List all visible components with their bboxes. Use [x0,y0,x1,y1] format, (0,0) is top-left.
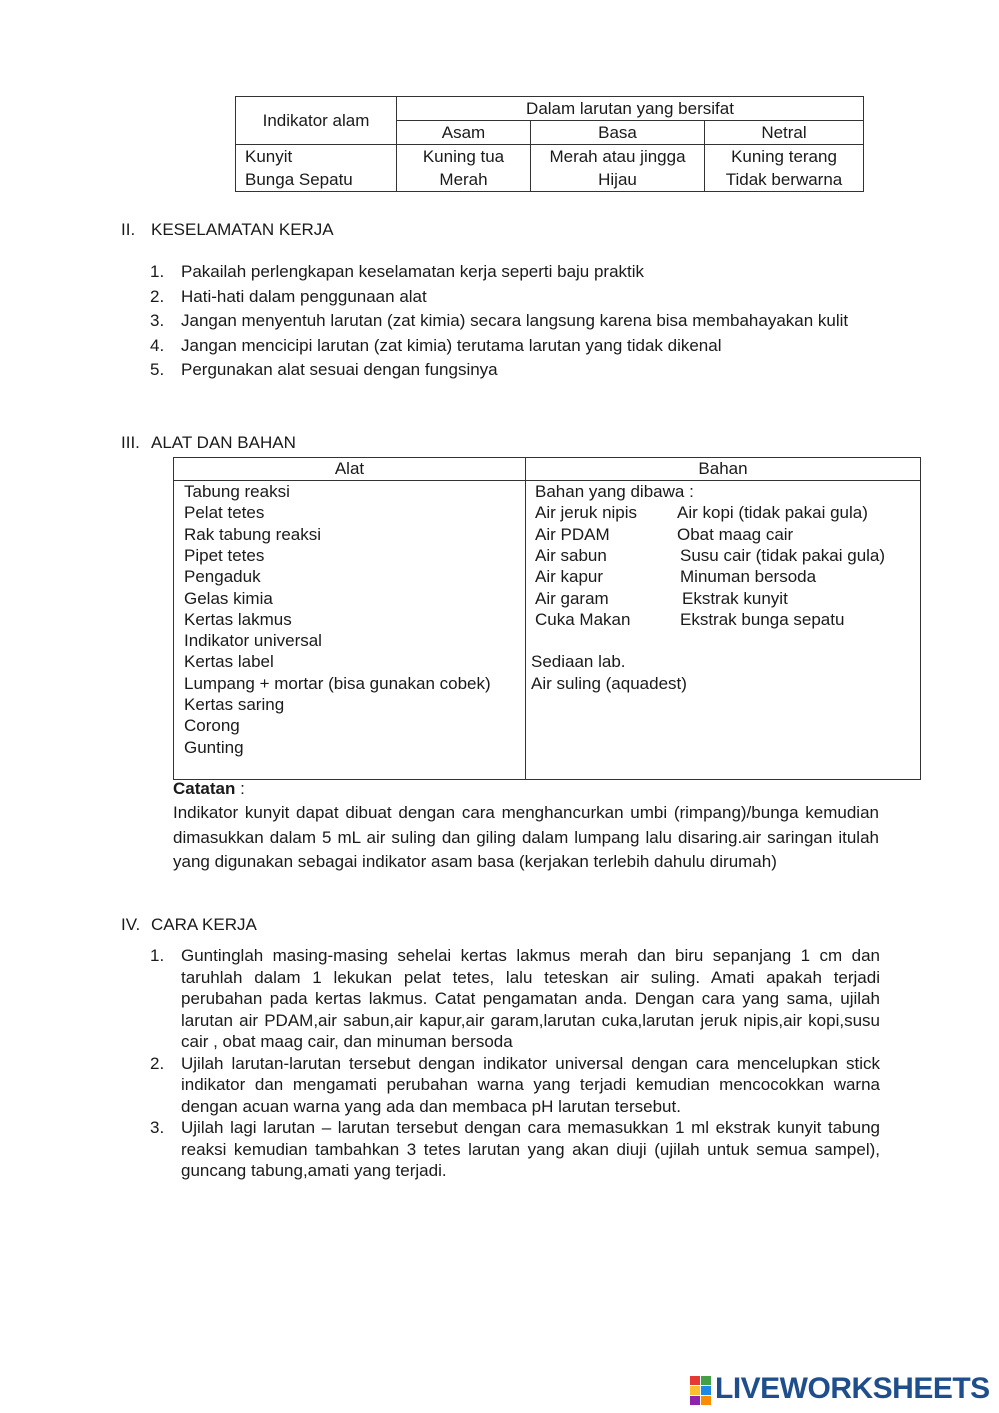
item-text: Pergunakan alat sesuai dengan fungsinya [181,360,498,379]
bahan-item: Air PDAM [535,524,610,544]
header-group: Dalam larutan yang bersifat [397,97,864,121]
list-item [150,358,880,383]
item-number: 3. [150,1118,165,1137]
item-text: Ujilah larutan-larutan tersebut dengan indikator universal dengan cara mencelupkan stick indikator dan mengamati perubahan warna yang terjadi kemudian mencocokkan warna dengan acuan warna yang ada dan membaca pH larutan tersebut. [181,1053,880,1116]
section-title: ALAT DAN BAHAN [151,433,296,452]
bahan-item: Ekstrak kunyit [682,588,788,608]
alat-item: Indikator universal [184,631,322,651]
section-number: III. [121,433,140,452]
logo-text: LIVEWORKSHEETS [715,1372,990,1405]
item-number: 2. [150,286,165,306]
header-netral: Netral [705,121,864,145]
procedure-list [150,945,880,1182]
row-netral: Kuning terang [705,145,864,169]
table-header [174,458,920,481]
section-heading-cara-kerja [121,915,257,935]
bahan-column [526,481,920,779]
list-item [150,260,880,285]
bahan-item: Minuman bersoda [680,567,817,587]
bahan-item: Air kopi (tidak pakai gula) [677,503,868,523]
row-netral: Tidak berwarna [705,168,864,192]
bahan-item: Air sabun [535,545,607,565]
alat-item: Rak tabung reaksi [184,524,322,544]
alat-item: Gelas kimia [184,588,273,608]
row-asam: Kuning tua [397,145,531,169]
bahan-item: Susu cair (tidak pakai gula) [680,545,886,565]
logo-mark-icon [690,1374,712,1404]
note-colon: : [235,779,245,798]
list-item [150,285,880,310]
list-item [150,1053,880,1118]
row-name: Bunga Sepatu [236,168,397,192]
bahan-item: Obat maag cair [677,524,794,544]
alat-bahan-table [173,457,921,780]
lab-heading: Sediaan lab. [531,652,626,672]
item-number: 4. [150,335,165,355]
item-number: 5. [150,360,165,379]
item-text: Guntinglah masing-masing sehelai kertas lakmus merah dan biru sepanjang 1 cm dan taruhlah dalam 1 lekukan pelat tetes, lalu teteskan air suling. Amati apakah terjadi perubahan pada kertas lakmus. Catat pengamatan anda. Dengan cara yang sama, ujilah larutan air PDAM,air sabun,air kapur,air garam,larutan cuka,larutan jeruk nipis,air kopi,susu cair , obat maag cair, dan minuman bersoda [181,946,880,1051]
section-title: CARA KERJA [151,915,257,934]
alat-item: Pelat tetes [184,503,265,523]
list-item [150,945,880,1053]
bahan-item: Air garam [535,588,609,608]
header-asam: Asam [397,121,531,145]
header-alat: Alat [174,458,526,480]
lab-item: Air suling (aquadest) [531,673,687,693]
bahan-item: Cuka Makan [535,609,631,629]
liveworksheets-logo[interactable] [690,1372,990,1406]
bahan-item: Air kapur [535,567,604,587]
alat-column [174,481,526,779]
alat-item: Pengaduk [184,567,261,587]
alat-item: Kertas lakmus [184,609,292,629]
bahan-heading: Bahan yang dibawa : [535,482,694,501]
list-item [150,334,880,359]
item-text: Jangan menyentuh larutan (zat kimia) secara langsung karena bisa membahayakan kulit [181,311,849,330]
section-heading-alat-bahan [121,433,296,453]
item-number: 3. [150,311,165,330]
list-item [150,309,880,334]
row-basa: Merah atau jingga [531,145,705,169]
section-number: IV. [121,915,141,934]
item-text: Pakailah perlengkapan keselamatan kerja seperti baju praktik [181,262,645,281]
alat-item: Kertas label [184,652,274,672]
header-basa: Basa [531,121,705,145]
note-label [173,779,245,799]
note-text: Indikator kunyit dapat dibuat dengan cara menghancurkan umbi (rimpang)/bunga kemudian dimasukkan dalam 5 mL air suling dan giling dalam lumpang lalu disaring.air saringan itulah yang digunakan sebagai indikator asam basa (kerjakan terlebih dahulu dirumah) [173,803,879,871]
row-name: Kunyit [236,145,397,169]
indicator-table [235,96,864,192]
bahan-item: Air jeruk nipis [535,503,638,523]
item-number: 1. [150,262,165,281]
item-number: 1. [150,946,165,965]
item-text: Hati-hati dalam penggunaan alat [181,286,427,306]
alat-item: Pipet tetes [184,545,265,565]
bahan-item: Ekstrak bunga sepatu [680,609,845,629]
note-label-text: Catatan [173,779,236,798]
header-indikator-alam: Indikator alam [236,97,397,145]
alat-item: Corong [184,716,240,736]
table-body [174,481,920,779]
row-basa: Hijau [531,168,705,192]
alat-item: Gunting [184,737,244,757]
item-number: 2. [150,1053,165,1073]
item-text: Jangan mencicipi larutan (zat kimia) terutama larutan yang tidak dikenal [181,335,722,355]
section-number: II. [121,220,136,239]
alat-item: Kertas saring [184,695,285,714]
list-item [150,1117,880,1182]
header-bahan: Bahan [698,459,748,478]
alat-item: Lumpang + mortar (bisa gunakan cobek) [184,673,491,693]
alat-item: Tabung reaksi [184,482,290,501]
safety-list [150,260,880,383]
row-asam: Merah [397,168,531,192]
section-title: KESELAMATAN KERJA [151,220,334,239]
item-text: Ujilah lagi larutan – larutan tersebut dengan cara memasukkan 1 ml ekstrak kunyit tabung reaksi kemudian tambahkan 3 tetes larutan yang akan diuji (ujilah untuk semua sampel), guncang tabung,amati yang terjadi. [181,1118,880,1180]
section-heading-keselamatan [121,220,334,240]
